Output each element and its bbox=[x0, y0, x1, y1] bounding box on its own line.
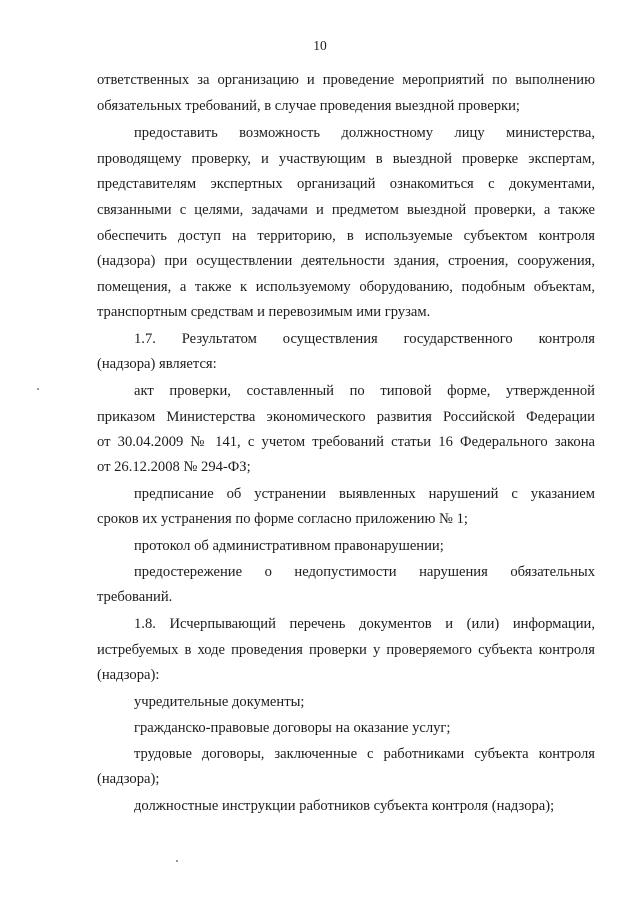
section-heading-1-7: 1.7. Результатом осуществления государственного контроля bbox=[134, 331, 595, 347]
text-line: ответственных за организацию и проведение мероприятий по выполнению bbox=[97, 72, 595, 88]
text-line: обязательных требований, в случае проведения выездной проверки; bbox=[97, 98, 520, 114]
scan-speck bbox=[37, 388, 39, 390]
text-line: предписание об устранении выявленных нарушений с указанием bbox=[134, 486, 595, 502]
text-line: гражданско-правовые договоры на оказание услуг; bbox=[134, 720, 451, 736]
page-number: 10 bbox=[313, 38, 327, 53]
text-line: должностные инструкции работников субъекта контроля (надзора); bbox=[134, 798, 555, 814]
section-heading-1-8: 1.8. Исчерпывающий перечень документов и (или) информации, bbox=[134, 616, 595, 632]
text-line: истребуемых в ходе проведения проверки у проверяемого субъекта контроля bbox=[97, 642, 595, 658]
text-line: трудовые договоры, заключенные с работниками субъекта контроля bbox=[134, 746, 595, 762]
text-line: транспортным средствам и перевозимым ими грузам. bbox=[97, 304, 431, 320]
text-line: предостережение о недопустимости нарушения обязательных bbox=[134, 564, 595, 580]
text-line: сроков их устранения по форме согласно приложению № 1; bbox=[97, 511, 468, 527]
scan-speck bbox=[176, 860, 178, 862]
text-line: (надзора); bbox=[97, 771, 160, 787]
text-line: акт проверки, составленный по типовой форме, утвержденной bbox=[134, 383, 595, 399]
text-line: учредительные документы; bbox=[134, 694, 305, 710]
text-line: протокол об административном правонарушении; bbox=[134, 538, 444, 554]
text-line: помещения, а также к используемому оборудованию, подобным объектам, bbox=[97, 279, 595, 295]
text-line: обеспечить доступ на территорию, в используемые субъектом контроля bbox=[97, 228, 595, 244]
text-line: от 26.12.2008 № 294-ФЗ; bbox=[97, 459, 251, 475]
text-line: связанными с целями, задачами и предметом выездной проверки, а также bbox=[97, 202, 595, 218]
text-line: (надзора) при осуществлении деятельности здания, строения, сооружения, bbox=[97, 253, 595, 269]
text-line: предоставить возможность должностному лицу министерства, bbox=[134, 125, 595, 141]
text-line: (надзора) является: bbox=[97, 356, 217, 372]
text-line: от 30.04.2009 № 141, с учетом требований статьи 16 Федерального закона bbox=[97, 434, 595, 450]
text-line: (надзора): bbox=[97, 667, 160, 683]
text-line: представителям экспертных организаций ознакомиться с документами, bbox=[97, 176, 595, 192]
text-line: приказом Министерства экономического развития Российской Федерации bbox=[97, 409, 595, 425]
text-line: требований. bbox=[97, 589, 173, 605]
text-line: проводящему проверку, и участвующим в выездной проверке экспертам, bbox=[97, 151, 595, 167]
